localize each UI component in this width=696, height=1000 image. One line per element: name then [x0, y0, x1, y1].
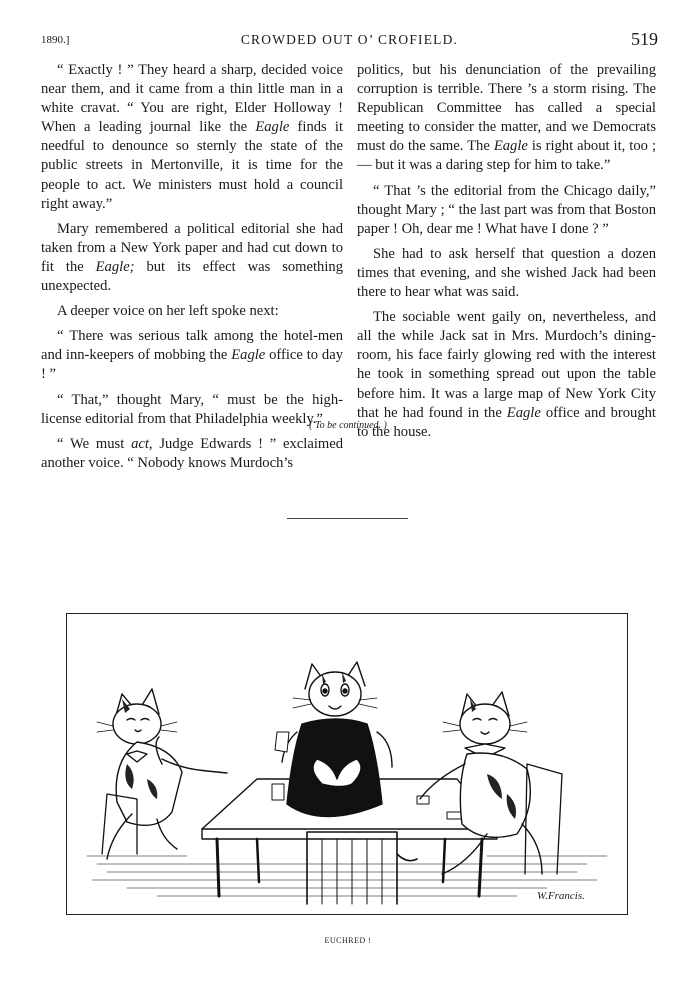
- header-year: 1890.]: [41, 34, 70, 46]
- header-title: CROWDED OUT O’ CROFIELD.: [240, 32, 459, 47]
- paragraph: “ There was serious talk among the hotel-men and inn-keepers of mobbing the Eagle office to day ! ”: [41, 328, 343, 383]
- right-column: [357, 61, 656, 442]
- floor-shading: [87, 856, 607, 896]
- paragraph: “ That,” thought Mary, “ must be the high-license editorial from that Philadelphia weekly.”: [41, 391, 343, 427]
- illustration-caption: EUCHRED !: [324, 936, 372, 945]
- page-number: 519: [631, 29, 658, 49]
- paragraph: The sociable went gaily on, nevertheless, and all the while Jack sat in Mrs. Murdoch’s dining-room, his face fairly glowing red with the interest he took in something spread out upon the table before him. It was a large map of New York City that he had found in the Eagle office and brought to the house.: [357, 309, 656, 440]
- illustration-plate: [66, 613, 628, 915]
- cats-playing-cards-illustration: [67, 614, 626, 913]
- left-cat: [97, 689, 227, 859]
- section-divider: [287, 518, 408, 519]
- paragraph: “ That ’s the editorial from the Chicago daily,” thought Mary ; “ the last part was from that Boston paper ! Oh, dear me ! What have I done ? ”: [357, 182, 656, 237]
- paragraph: “ Exactly ! ” They heard a sharp, decided voice near them, and it came from a thin little man in a white cravat. “ You are right, Elder Holloway ! When a leading journal like the Eagle finds it needful to denounce so sternly the state of the public streets in Mertonville, it is time for the people to act. We ministers must hold a council right away.”: [41, 62, 344, 212]
- paragraph: politics, but his denunciation of the prevailing corruption is terrible. There ’s a storm rising. The Republican Committee has called a special meeting to consider the matter, and we Democrats must do the same. The Eagle is right about it, too ; — but it was a daring step for him to take.”: [357, 62, 656, 174]
- to-be-continued-note: ( To be continued. ): [309, 420, 387, 431]
- paragraph: Mary remembered a political editorial she had taken from a New York paper and had cut down to fit the Eagle; but its effect was something unexpected.: [41, 220, 343, 295]
- paragraph: She had to ask herself that question a dozen times that evening, and she wished Jack had been there to hear what was said.: [357, 245, 656, 301]
- paragraph: “ We must act, Judge Edwards ! ” exclaimed another voice. “ Nobody knows Murdoch’s: [41, 435, 344, 471]
- paragraph: A deeper voice on her left spoke next:: [57, 303, 279, 320]
- left-column: [41, 61, 343, 473]
- running-header: [41, 30, 658, 54]
- artist-signature: W.Francis.: [537, 890, 585, 902]
- center-cat: [275, 662, 392, 817]
